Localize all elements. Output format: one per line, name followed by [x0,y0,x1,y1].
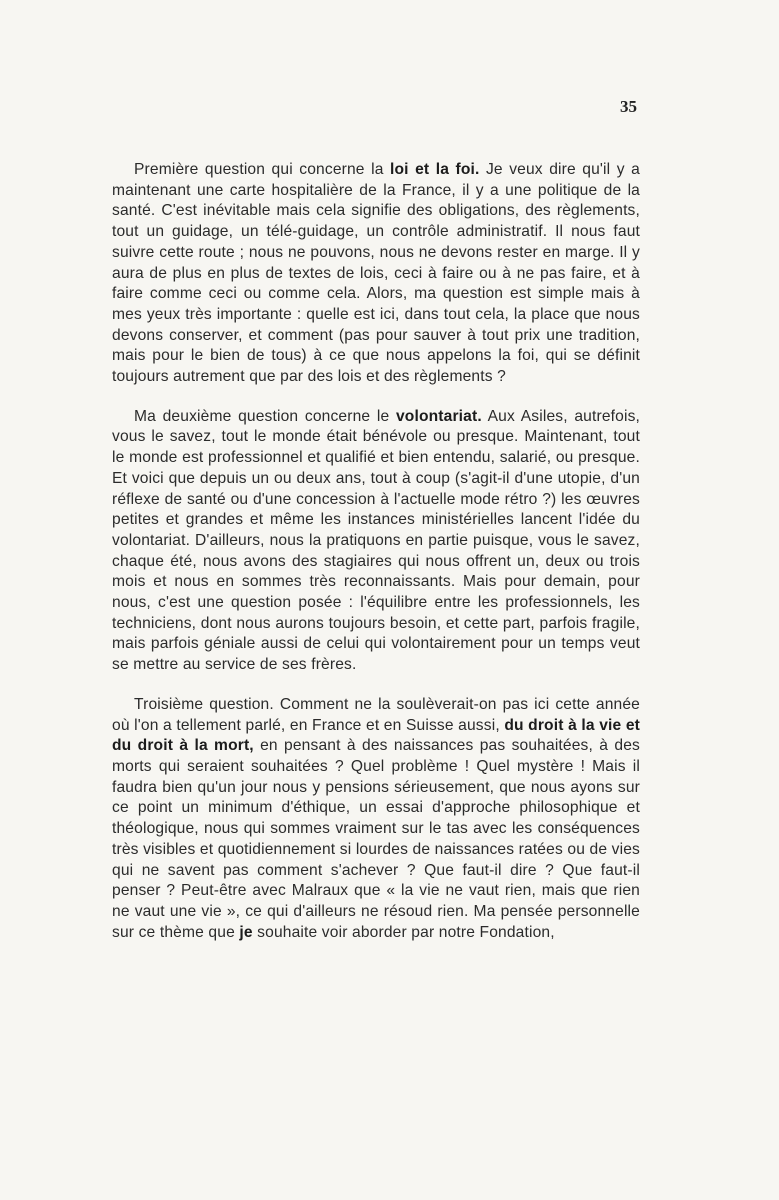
paragraph-segment: Première question qui concerne la [134,161,390,178]
paragraph-segment: en pensant à des naissances pas souhaitées, à des morts qui seraient souhaitées ? Quel problème ! Quel mystère ! Mais il faudra bien qu'un jour nous y pensions sérieusement, que nous ayons sur ce point un minimum d'éthique, un essai d'approche philosophique et théologique, nous qui sommes vraiment sur le tas avec les conséquences très visibles et quotidiennement si lourdes de naissances ratées ou de vies qui ne savent pas comment s'achever ? Que faut-il dire ? Que faut-il penser ? Peut-être avec Malraux que « la vie ne vaut rien, mais que rien ne vaut une vie », ce qui d'ailleurs ne résoud rien. Ma pensée personnelle sur ce thème que [112,737,640,941]
paragraph-segment: Ma deuxième question concerne le [134,407,396,425]
paragraph-segment: souhaite voir aborder par notre Fondation, [252,923,555,941]
paragraph-loi-et-foi [112,160,640,388]
page-number: 35 [620,97,637,116]
paragraph-segment: Troisième question. Comment ne la soulèverait-on pas ici cette année où l'on a tellement parlé, en France et en Suisse aussi, [112,695,640,734]
paragraph-segment: Aux Asiles, autrefois, vous le savez, tout le monde était bénévole ou presque. Maintenant, tout le monde est professionnel et qualifié et bien entendu, salarié, ou presque. Et voici que depuis un ou deux ans, tout à coup (s'agit-il d'une utopie, d'un réflexe de santé ou d'une concession à l'actuelle mode rétro ?) les œuvres petites et grandes et même les instances ministérielles lancent l'idée du volontariat. D'ailleurs, nous la pratiquons en partie puisque, vous le savez, chaque été, nous avons des stagiaires qui nous offrent un, deux ou trois mois et nous en sommes très reconnaissants. Mais pour demain, pour nous, c'est une question posée : l'équilibre entre les professionnels, les techniciens, dont nous aurons toujours besoin, et cette part, parfois fragile, mais parfois géniale aussi de celui qui volontairement pour un temps veut se mettre au service de ses frères. [112,407,640,674]
paragraph-volontariat [112,407,640,676]
bold-phrase-volontariat: volontariat. [395,407,482,425]
bold-phrase-droit-vie-mort: du droit à la vie et du droit à la mort, [112,716,641,755]
bold-phrase-loi-et-foi: loi et la foi. [390,161,480,178]
paragraph-segment: Je veux dire qu'il y a maintenant une carte hospitalière de la France, il y a une politique de la santé. C'est inévitable mais cela signifie des obligations, des règlements, tout un guidage, un télé-guidage, un contrôle administratif. Il nous faut suivre cette route ; nous ne pouvons, nous ne devons rester en marge. Il y aura de plus en plus de textes de lois, ceci à faire ou à ne pas faire, et à faire comme ceci ou comme cela. Alors, ma question est simple mais à mes yeux très importante : quelle est ici, dans tout cela, la place que nous devons conserver, et comment (pas pour sauver à tout prix une tradition, mais pour le bien de tous) à ce que nous appelons la foi, qui se définit toujours autrement que par des lois et des règlements ? [112,161,640,386]
paragraph-droit-vie-mort [112,695,640,943]
body-text [112,160,640,962]
bold-word-je: je [239,923,253,941]
